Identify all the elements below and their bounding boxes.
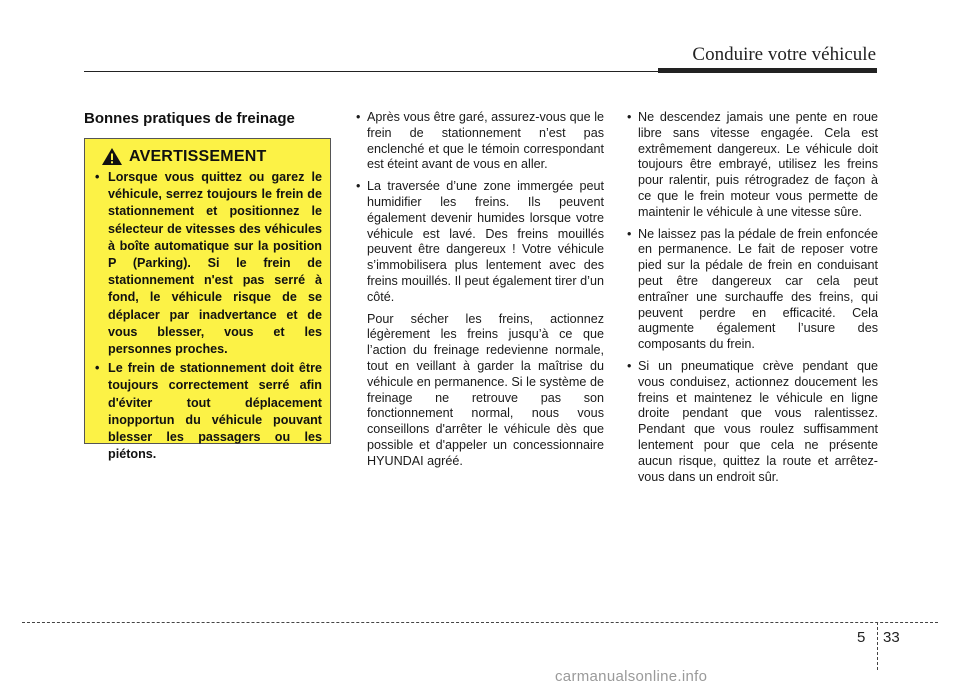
warning-header bbox=[101, 147, 322, 166]
warning-list bbox=[93, 169, 322, 463]
bullet-item: • La traversée d’une zone immergée peut humidifier les freins. Ils peuvent également devenir humides lorsque votre véhicule est lavé. Des freins mouillés peuvent être dangereux ! Votre véhicule s’immobilisera plus lentement avec des freins mouillés. Il peut également tirer d’un côté. bbox=[356, 179, 604, 305]
warning-box bbox=[84, 138, 331, 462]
column-middle bbox=[356, 110, 604, 470]
warning-item: • Lorsque vous quittez ou garez le véhicule, serrez toujours le frein de stationnement et positionnez le sélecteur de vitesses des véhicules à boîte automatique sur la position P (Parking). Si le frein de stationnement n'est pas serré à fond, le véhicule risque de se déplacer par inadvertance et de vous blesser, vous et les personnes proches. bbox=[93, 169, 322, 358]
bullet-item: • Ne laissez pas la pédale de frein enfoncée en permanence. Le fait de reposer votre pied sur la pédale de frein en conduisant peut être dangereux car cela peut entraîner une surchauffe des freins, qui peuvent perdre en efficacité. Cela augmente également l’usure des composants du frein. bbox=[627, 227, 878, 353]
warning-title: AVERTISSEMENT bbox=[129, 147, 267, 165]
warning-triangle-icon bbox=[101, 147, 123, 166]
bullet-item: • Si un pneumatique crève pendant que vous conduisez, actionnez doucement les freins et maintenez le véhicule en ligne droite pendant que vous ralentissez. Pendant que vous roulez suffisamment lentement pour que cela ne présente aucun risque, quittez la route et arrêtez-vous dans un endroit sûr. bbox=[627, 359, 878, 485]
footer-divider bbox=[22, 622, 938, 623]
section-title: Bonnes pratiques de freinage bbox=[84, 110, 295, 127]
header-title: Conduire votre véhicule bbox=[692, 44, 876, 65]
page-number: 33 bbox=[883, 629, 900, 646]
chapter-number: 5 bbox=[857, 629, 866, 646]
footer-page-divider bbox=[877, 622, 878, 670]
header-rule-accent bbox=[658, 68, 877, 73]
bullet-item: • Ne descendez jamais une pente en roue libre sans vitesse engagée. Cela est extrêmement dangereux. Le véhicule doit toujours être embrayé, utilisez les freins pour ralentir, puis rétrogradez de façon à ce que le frein moteur vous permette de maintenir le véhicule à une vitesse sûre. bbox=[627, 110, 878, 221]
watermark: carmanualsonline.info bbox=[555, 668, 708, 685]
bullet-list bbox=[627, 110, 878, 485]
paragraph: Pour sécher les freins, actionnez légèrement les freins jusqu’à ce que l’action du freinage redevienne normale, tout en veillant à garder la maîtrise du véhicule en permanence. Si le système de freinage ne retrouve pas son fonctionnement normal, nous vous conseillons d'arrêter le véhicule dès que possible et d'appeler un concessionnaire HYUNDAI agréé. bbox=[367, 311, 604, 468]
warning-item: • Le frein de stationnement doit être toujours correctement serré afin d'éviter tout déplacement inopportun du véhicule pouvant blesser les passagers ou les piétons. bbox=[93, 360, 322, 463]
bullet-list bbox=[356, 110, 604, 306]
column-right bbox=[627, 110, 878, 491]
bullet-item: • Après vous être garé, assurez-vous que le frein de stationnement n’est pas enclenché et que le témoin correspondant est éteint avant de vous en aller. bbox=[356, 110, 604, 173]
